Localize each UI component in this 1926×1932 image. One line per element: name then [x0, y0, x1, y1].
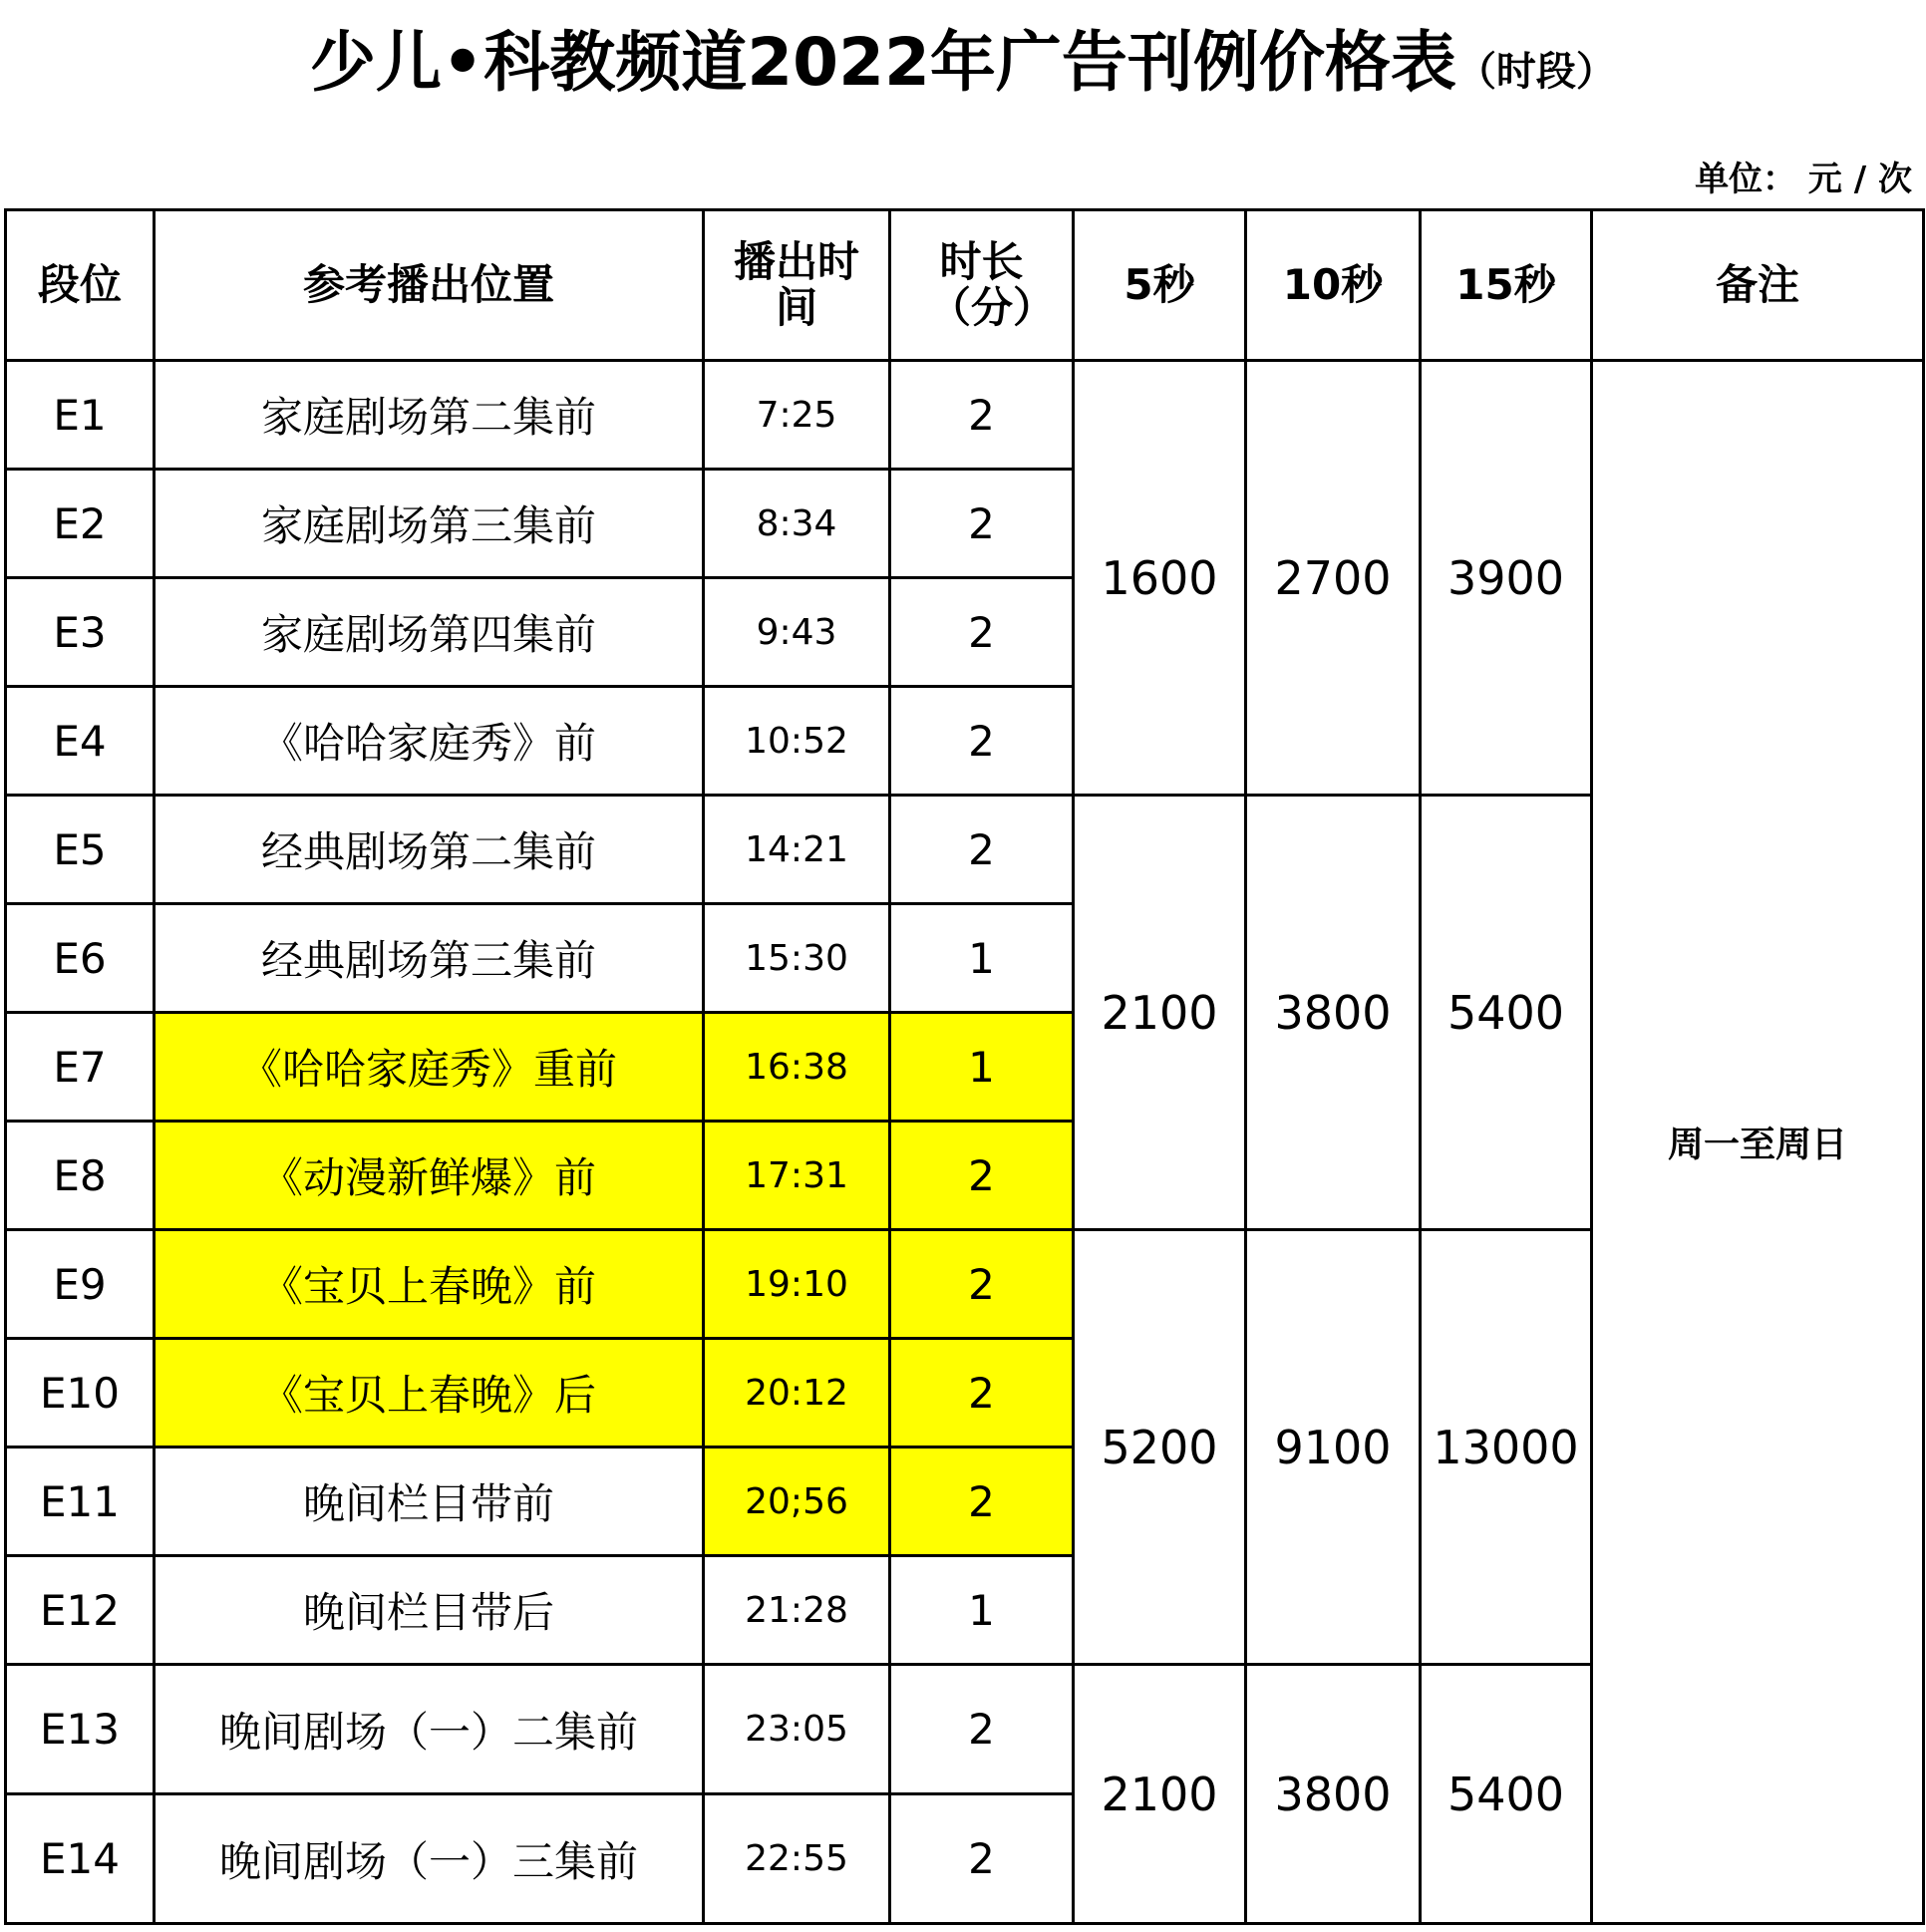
air-position: 经典剧场第三集前: [155, 904, 704, 1013]
unit-label: 单位： 元 / 次: [1695, 160, 1912, 199]
air-position: 《动漫新鲜爆》前: [155, 1122, 704, 1230]
segment-code: E3: [6, 578, 155, 687]
price-15s: 5400: [1421, 1665, 1592, 1924]
header-segment: 段位: [6, 210, 155, 361]
segment-code: E10: [6, 1339, 155, 1448]
duration: 2: [890, 1448, 1074, 1556]
header-air-time: 播出时间: [704, 210, 890, 361]
price-15s: 3900: [1421, 361, 1592, 796]
segment-code: E13: [6, 1665, 155, 1794]
air-position: 晚间剧场（一）二集前: [155, 1665, 704, 1794]
air-position: 家庭剧场第四集前: [155, 578, 704, 687]
header-note: 备注: [1592, 210, 1924, 361]
price-15s: 5400: [1421, 796, 1592, 1230]
segment-code: E6: [6, 904, 155, 1013]
duration: 1: [890, 1013, 1074, 1122]
price-5s: 1600: [1074, 361, 1246, 796]
air-time: 14:21: [704, 796, 890, 904]
segment-code: E1: [6, 361, 155, 470]
price-10s: 2700: [1246, 361, 1421, 796]
header-duration: 时长（分）: [890, 210, 1074, 361]
air-position: 家庭剧场第二集前: [155, 361, 704, 470]
price-10s: 9100: [1246, 1230, 1421, 1665]
air-time: 22:55: [704, 1794, 890, 1924]
title-sub: （时段）: [1455, 49, 1616, 95]
duration: 2: [890, 361, 1074, 470]
header-row: [6, 210, 1924, 361]
price-5s: 5200: [1074, 1230, 1246, 1665]
duration: 2: [890, 1122, 1074, 1230]
duration: 2: [890, 578, 1074, 687]
segment-code: E11: [6, 1448, 155, 1556]
title-main: 少儿•科教频道2022年广告刊例价格表: [310, 24, 1456, 101]
segment-code: E4: [6, 687, 155, 796]
segment-code: E14: [6, 1794, 155, 1924]
air-position: 家庭剧场第三集前: [155, 470, 704, 578]
air-time: 15:30: [704, 904, 890, 1013]
air-time: 7:25: [704, 361, 890, 470]
duration: 2: [890, 1665, 1074, 1794]
air-position: 《哈哈家庭秀》重前: [155, 1013, 704, 1122]
segment-code: E12: [6, 1556, 155, 1665]
price-10s: 3800: [1246, 796, 1421, 1230]
air-position: 晚间栏目带后: [155, 1556, 704, 1665]
header-10s: 10秒: [1246, 210, 1421, 361]
air-time: 20:12: [704, 1339, 890, 1448]
duration: 2: [890, 796, 1074, 904]
air-time: 19:10: [704, 1230, 890, 1339]
air-position: 《哈哈家庭秀》前: [155, 687, 704, 796]
air-position: 经典剧场第二集前: [155, 796, 704, 904]
price-5s: 2100: [1074, 796, 1246, 1230]
table-row: [6, 361, 1924, 470]
price-table: [4, 208, 1925, 1925]
air-time: 20;56: [704, 1448, 890, 1556]
segment-code: E9: [6, 1230, 155, 1339]
duration: 1: [890, 904, 1074, 1013]
segment-code: E5: [6, 796, 155, 904]
air-position: 《宝贝上春晚》后: [155, 1339, 704, 1448]
segment-code: E8: [6, 1122, 155, 1230]
air-time: 21:28: [704, 1556, 890, 1665]
duration: 2: [890, 1230, 1074, 1339]
air-position: 晚间栏目带前: [155, 1448, 704, 1556]
header-15s: 15秒: [1421, 210, 1592, 361]
segment-code: E7: [6, 1013, 155, 1122]
duration: 1: [890, 1556, 1074, 1665]
duration: 2: [890, 687, 1074, 796]
air-time: 10:52: [704, 687, 890, 796]
duration: 2: [890, 1794, 1074, 1924]
air-time: 16:38: [704, 1013, 890, 1122]
header-position: 参考播出位置: [155, 210, 704, 361]
price-5s: 2100: [1074, 1665, 1246, 1924]
header-5s: 5秒: [1074, 210, 1246, 361]
air-position: 《宝贝上春晚》前: [155, 1230, 704, 1339]
note-cell: 周一至周日: [1592, 361, 1924, 1924]
page-title: [0, 18, 1926, 117]
air-time: 17:31: [704, 1122, 890, 1230]
duration: 2: [890, 470, 1074, 578]
duration: 2: [890, 1339, 1074, 1448]
air-time: 23:05: [704, 1665, 890, 1794]
air-time: 9:43: [704, 578, 890, 687]
air-time: 8:34: [704, 470, 890, 578]
price-15s: 13000: [1421, 1230, 1592, 1665]
air-position: 晚间剧场（一）三集前: [155, 1794, 704, 1924]
segment-code: E2: [6, 470, 155, 578]
price-10s: 3800: [1246, 1665, 1421, 1924]
